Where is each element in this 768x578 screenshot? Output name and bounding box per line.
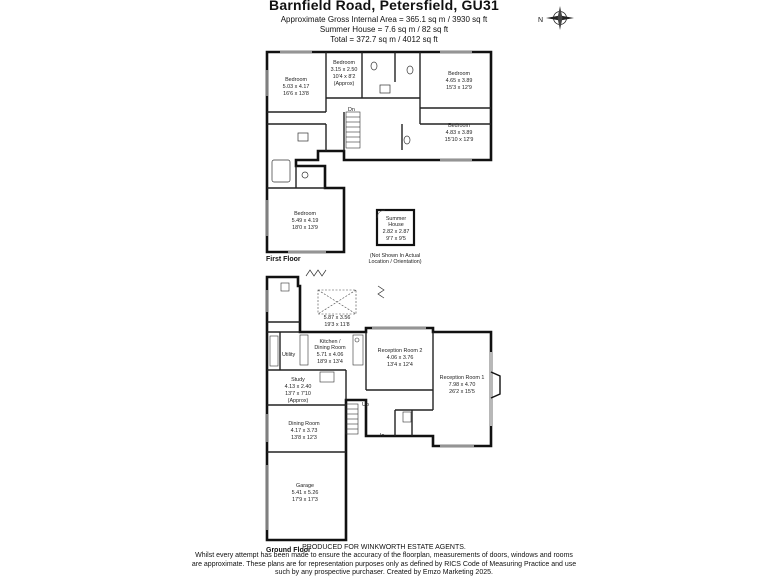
summer-house-plan xyxy=(368,210,421,265)
ground-floor-room-labels xyxy=(282,315,484,503)
room-note: (Approx) xyxy=(287,398,309,404)
room-name: Bedroom xyxy=(448,123,470,129)
room-dims: 5.49 x 4.19 xyxy=(291,218,319,224)
total-area-text: Total = 372.7 sq m / 4012 sq ft xyxy=(330,35,438,44)
footer-produced-for: PRODUCED FOR WINKWORTH ESTATE AGENTS. xyxy=(302,544,466,551)
room-dims: 4.83 x 3.89 xyxy=(445,130,473,136)
ground-floor-staircase xyxy=(346,404,358,434)
room-name: Utility xyxy=(282,352,296,358)
room-imperial: 13'4 x 12'4 xyxy=(387,362,413,368)
summer-house-imperial: 9'7 x 9'5 xyxy=(386,236,406,242)
room-imperial: 15'10 x 12'9 xyxy=(444,137,474,143)
room-imperial: 15'3 x 12'9 xyxy=(446,85,472,91)
room-imperial: 13'7 x 7'10 xyxy=(285,391,311,397)
summer-house-name2: House xyxy=(388,222,404,228)
room-name: Bedroom xyxy=(285,77,307,83)
compass-icon xyxy=(538,6,574,30)
first-floor-label: First Floor xyxy=(266,256,301,263)
room-dims: 3.15 x 2.50 xyxy=(330,67,358,73)
room-imperial: 18'0 x 13'9 xyxy=(292,225,318,231)
room-imperial: 17'9 x 17'3 xyxy=(292,497,318,503)
ground-floor-label: Ground Floor xyxy=(266,547,311,554)
room-dims: 5.03 x 4.17 xyxy=(282,84,310,90)
room-name: Reception Room 2 xyxy=(377,348,423,354)
summer-house-area-text: Summer House = 7.6 sq m / 82 sq ft xyxy=(319,25,449,34)
first-floor-room-labels xyxy=(283,60,474,231)
room-imperial: 13'8 x 12'3 xyxy=(291,435,317,441)
room-imperial: 19'3 x 11'8 xyxy=(324,322,350,328)
footer-disclaimer-1: Whilst every attempt has been made to ensure the accuracy of the floorplan, measurements of doors, windows and rooms xyxy=(195,552,573,559)
room-imperial: 16'6 x 13'8 xyxy=(283,91,309,97)
room-name: Reception Room 1 xyxy=(439,375,485,381)
room-name: Bedroom xyxy=(333,60,355,66)
room-name: Kitchen / xyxy=(319,339,341,345)
footer-disclaimer-3: such by any prospective purchaser. Created by Emzo Marketing 2025. xyxy=(275,569,493,576)
room-imperial: 18'9 x 13'4 xyxy=(317,359,343,365)
skylight-icon xyxy=(318,290,356,314)
room-name: Study xyxy=(291,377,305,383)
stairs-down-label: Dn xyxy=(348,107,355,113)
entrance-label: In xyxy=(380,433,385,439)
room-dims: 5.41 x 5.26 xyxy=(291,490,319,496)
room-dims: 4.17 x 3.73 xyxy=(290,428,318,434)
bay-window xyxy=(491,372,500,398)
room-dims: 4.65 x 3.89 xyxy=(445,78,473,84)
stairs-up-label: Up xyxy=(362,402,369,408)
room-imperial: 10'4 x 8'2 xyxy=(332,74,356,80)
room-dims: 4.06 x 3.76 xyxy=(386,355,414,361)
room-name: Dining Room xyxy=(288,421,320,427)
room-dims: 4.13 x 2.40 xyxy=(284,384,312,390)
first-floor-staircase xyxy=(346,112,360,148)
room-name2: Dining Room xyxy=(314,345,346,351)
compass-north-label: N xyxy=(538,17,544,24)
room-name: Bedroom xyxy=(448,71,470,77)
room-dims: 7.98 x 4.70 xyxy=(448,382,476,388)
room-note: (Approx) xyxy=(333,81,355,87)
plan-title: Barnfield Road, Petersfield, GU31 xyxy=(269,0,499,13)
room-dims: 5.87 x 3.56 xyxy=(323,315,351,321)
summer-house-note: Location / Orientation) xyxy=(368,259,422,265)
summer-house-dims: 2.82 x 2.87 xyxy=(382,229,410,235)
room-imperial: 26'2 x 15'5 xyxy=(449,389,475,395)
summer-house-note: (Not Shown In Actual xyxy=(369,253,421,259)
summer-house-name: Summer xyxy=(385,216,407,222)
gross-area-text: Approximate Gross Internal Area = 365.1 sq m / 3930 sq ft xyxy=(280,15,488,24)
room-name: Garage xyxy=(296,483,314,489)
room-name: Bedroom xyxy=(294,211,316,217)
footer-disclaimer-2: are approximate. These plans are for representation purposes only as defined by RICS Code of Measuring Practice and use xyxy=(191,561,577,568)
room-dims: 5.71 x 4.06 xyxy=(316,352,344,358)
